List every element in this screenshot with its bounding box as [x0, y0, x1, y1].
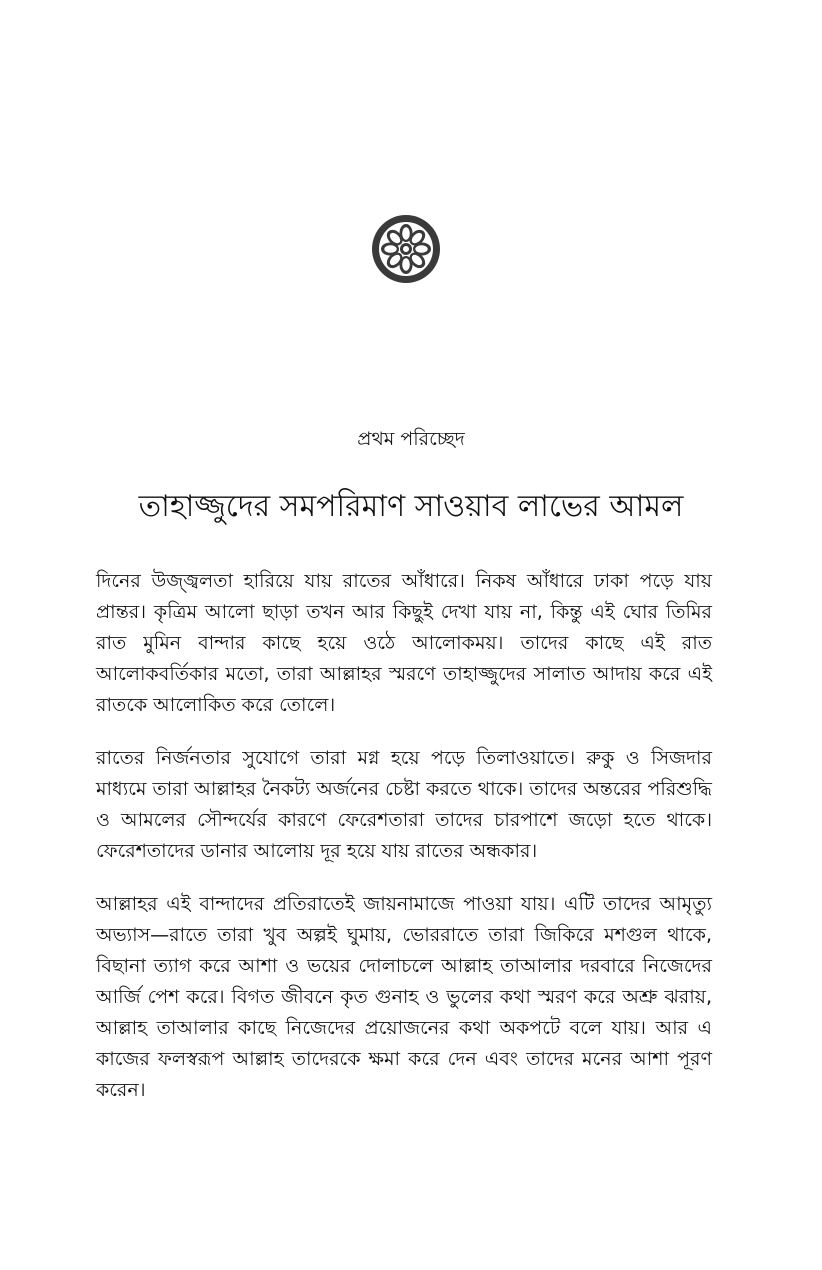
body-text: [96, 566, 712, 1128]
chapter-label: প্রথম পরিচ্ছেদ: [357, 428, 465, 450]
paragraph-2: রাতের নির্জনতার সুযোগে তারা মগ্ন হয়ে পড়ে তিলাওয়াতে। রুকু ও সিজদার মাধ্যমে তারা আল্লাহর নৈকট্য অর্জনের চেষ্টা করতে থাকে। তাদের অন্তরের পরিশুদ্ধি ও আমলের সৌন্দর্যের কারণে ফেরেশতারা তাদের চারপাশে জড়ো হতে থাকে। ফেরেশতাদের ডানার আলোয় দূর হয়ে যায় রাতের অন্ধকার।: [96, 747, 712, 862]
paragraph-3: আল্লাহর এই বান্দাদের প্রতিরাতেই জায়নামাজে পাওয়া যায়। এটি তাদের আমৃত্যু অভ্যাস—রাতে তারা খুব অল্পই ঘুমায়, ভোররাতে তারা জিকিরে মশগুল থাকে, বিছানা ত্যাগ করে আশা ও ভয়ের দোলাচলে আল্লাহ তাআলার দরবারে নিজেদের আর্জি পেশ করে। বিগত জীবনে কৃত গুনাহ ও ভুলের কথা স্মরণ করে অশ্রু ঝরায়, আল্লাহ তাআলার কাছে নিজেদের প্রয়োজনের কথা অকপটে বলে যায়। আর এ কাজের ফলস্বরূপ আল্লাহ তাদেরকে ক্ষমা করে দেন এবং তাদের মনের আশা পূরণ করেন।: [96, 893, 712, 1101]
flower-rosette-icon: [371, 214, 441, 284]
paragraph-1: দিনের উজ্জ্বলতা হারিয়ে যায় রাতের আঁধারে। নিকষ আঁধারে ঢাকা পড়ে যায় প্রান্তর। কৃত্রিম আলো ছাড়া তখন আর কিছুই দেখা যায় না, কিন্তু এই ঘোর তিমির রাত মুমিন বান্দার কাছে হয়ে ওঠে আলোকময়। তাদের কাছে এই রাত আলোকবর্তিকার মতো, তারা আল্লাহর স্মরণে তাহাজ্জুদের সালাত আদায় করে এই রাতকে আলোকিত করে তোলে।: [96, 570, 712, 716]
chapter-title: তাহাজ্জুদের সমপরিমাণ সাওয়াব লাভের আমল: [138, 489, 684, 524]
